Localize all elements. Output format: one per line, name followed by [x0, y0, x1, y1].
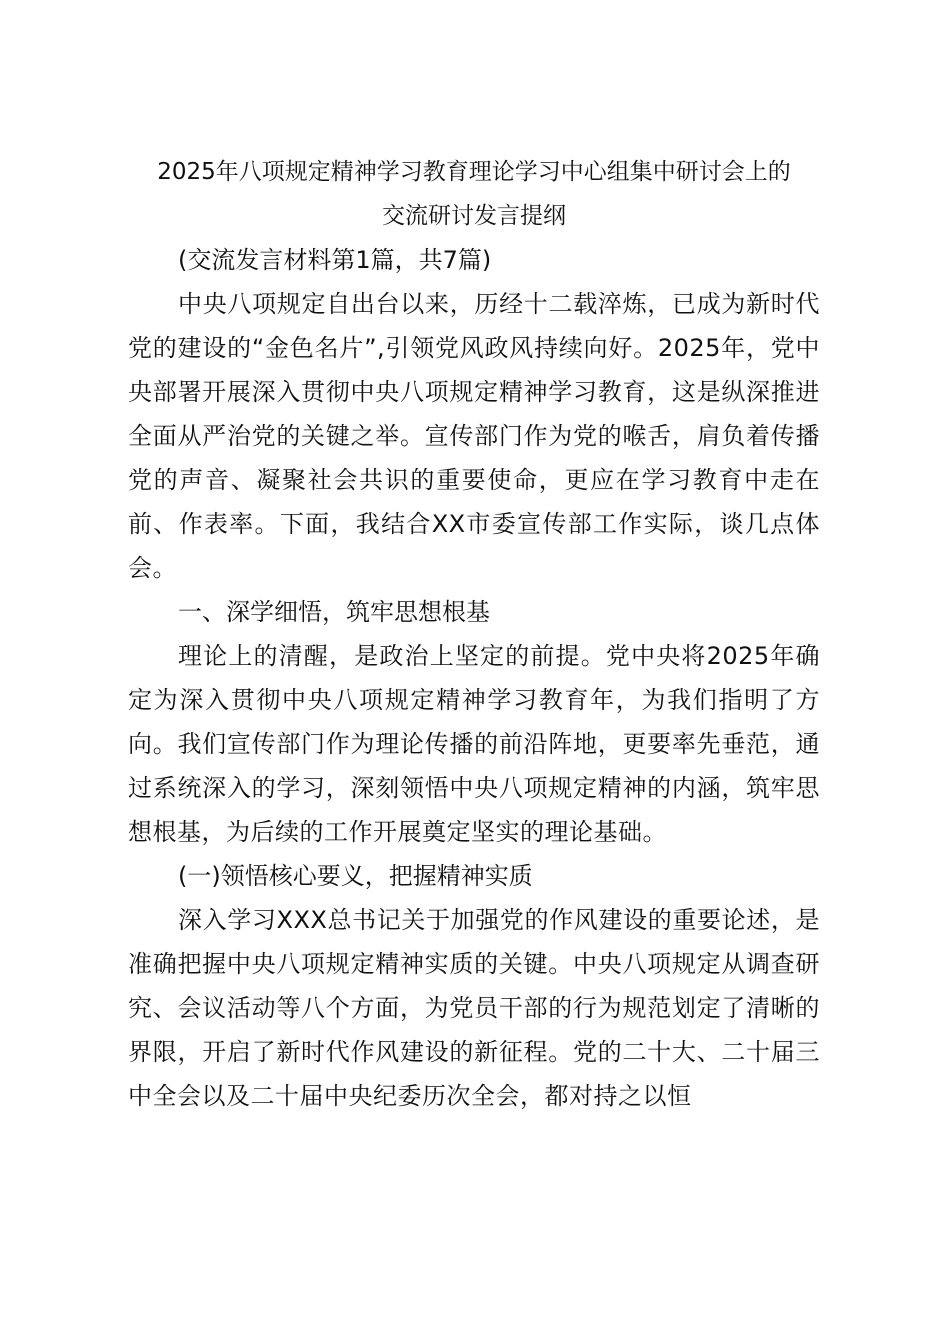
subsection-1-heading: (一)领悟核心要义，把握精神实质 — [178, 862, 533, 890]
document-subtitle: (交流发言材料第1篇，共7篇) — [178, 246, 492, 274]
title-line-2: 交流研讨发言提纲 — [382, 203, 566, 229]
subsection-1-paragraph: 深入学习XXX总书记关于加强党的作风建设的重要论述，是准确把握中央八项规定精神实质的关键。中央八项规定从调查研究、会议活动等八个方面，为党员干部的行为规范划定了清晰的界限，开启了新时代作风建设的新征程。党的二十大、二十届三中全会以及二十届中央纪委历次全会，都对持之以恒 — [128, 906, 820, 1110]
section-1-paragraph: 理论上的清醒，是政治上坚定的前提。党中央将2025年确定为深入贯彻中央八项规定精神学习教育年，为我们指明了方向。我们宣传部门作为理论传播的前沿阵地，更要率先垂范，通过系统深入的学习，深刻领悟中央八项规定精神的内涵，筑牢思想根基，为后续的工作开展奠定坚实的理论基础。 — [128, 642, 820, 846]
document-page — [128, 150, 820, 1118]
intro-paragraph: 中央八项规定自出台以来，历经十二载淬炼，已成为新时代党的建设的“金色名片”,引领党风政风持续向好。2025年，党中央部署开展深入贯彻中央八项规定精神学习教育，这是纵深推进全面从严治党的关键之举。宣传部门作为党的喉舌，肩负着传播党的声音、凝聚社会共识的重要使命，更应在学习教育中走在前、作表率。下面，我结合XX市委宣传部工作实际，谈几点体会。 — [128, 290, 820, 582]
document-title — [128, 150, 820, 238]
section-1-heading: 一、深学细悟，筑牢思想根基 — [178, 598, 490, 626]
title-line-1: 2025年八项规定精神学习教育理论学习中心组集中研讨会上的 — [157, 159, 791, 185]
